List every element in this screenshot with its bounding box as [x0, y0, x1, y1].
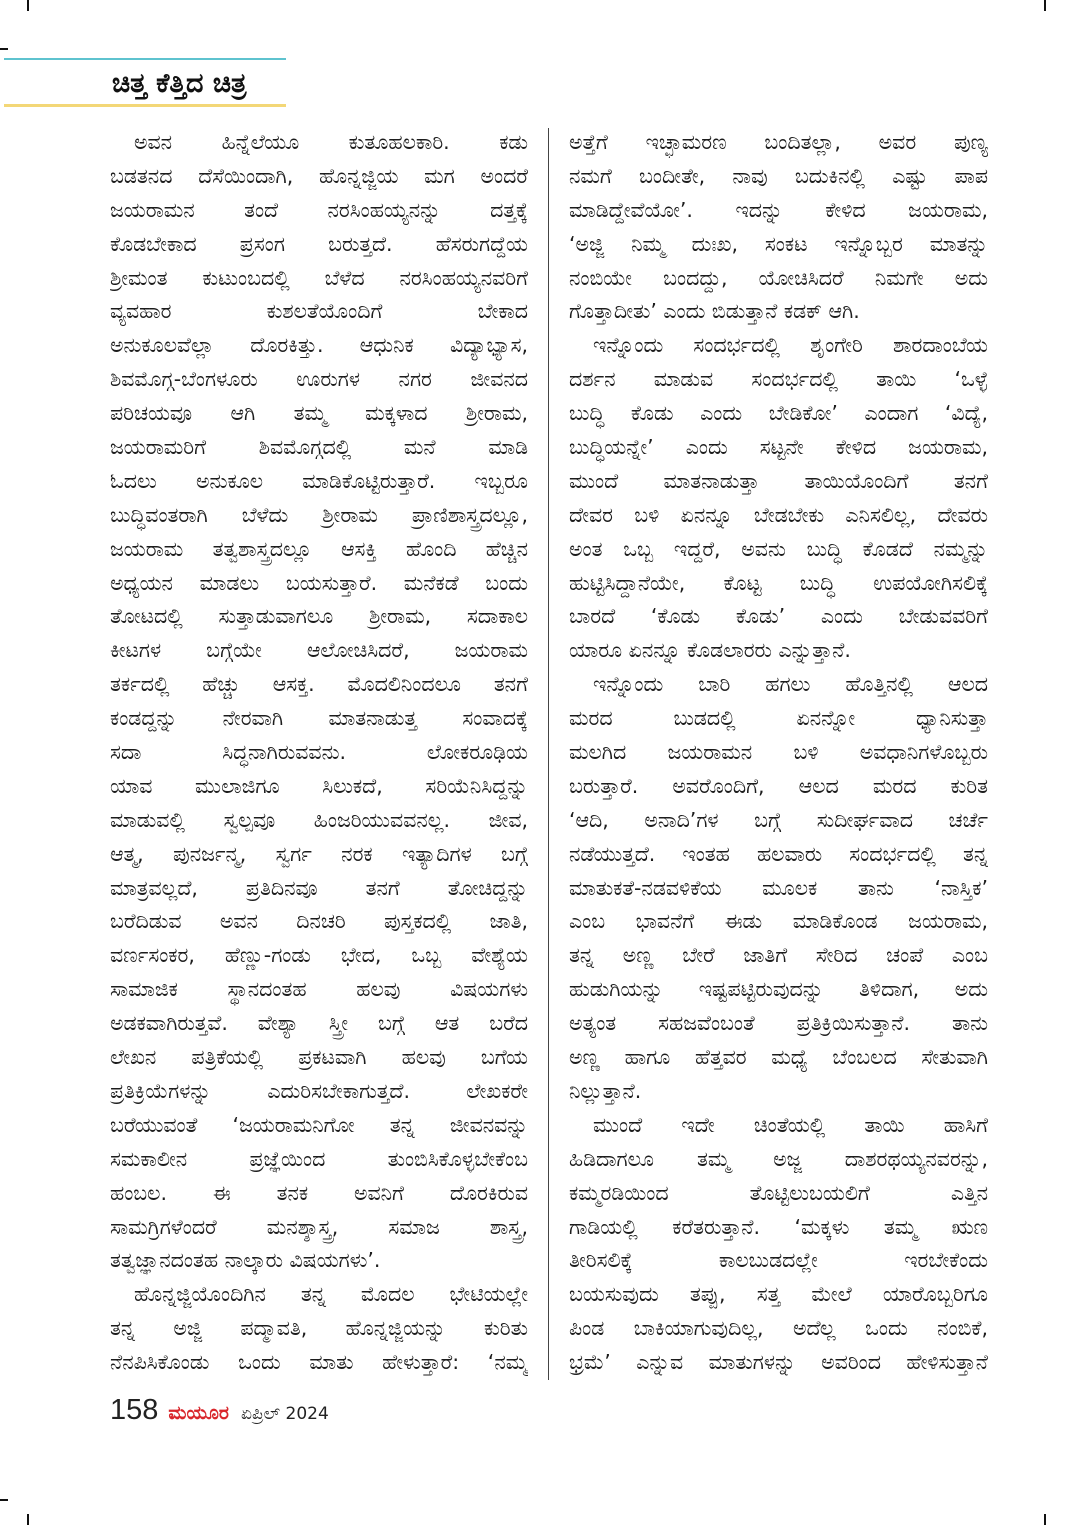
text-line: ನೆನಪಿಸಿಕೊಂಡು ಒಂದು ಮಾತು ಹೇಳುತ್ತಾರೆ: ‘ನಮ್ಮ	[110, 1350, 528, 1375]
text-line: ಬರೆದಿಡುವ ಅವನ ದಿನಚರಿ ಪುಸ್ತಕದಲ್ಲಿ ಜಾತಿ,	[110, 909, 528, 934]
text-line: ನಂಬಿಯೇ ಬಂದದ್ದು, ಯೋಚಿಸಿದರೆ ನಿಮಗೇ ಅದು	[569, 265, 988, 290]
title-top-rule	[4, 58, 286, 60]
text-line: ಭ್ರಮೆ’ ಎನ್ನುವ ಮಾತುಗಳನ್ನು ಅವರಿಂದ ಹೇಳಿಸುತ್ತಾನೆ	[569, 1350, 988, 1375]
text-line: ಯಾರೂ ಏನನ್ನೂ ಕೊಡಲಾರರು ಎನ್ನುತ್ತಾನೆ.	[569, 638, 851, 663]
text-line: ದರ್ಶನ ಮಾಡುವ ಸಂದರ್ಭದಲ್ಲಿ ತಾಯಿ ‘ಒಳ್ಳೆ	[569, 367, 988, 392]
text-line: ಬರುತ್ತಾರೆ. ಅವರೊಂದಿಗೆ, ಆಲದ ಮರದ ಕುರಿತ	[569, 773, 988, 798]
paragraph	[110, 126, 528, 1278]
paragraph	[569, 126, 988, 329]
text-line: ತರ್ಕದಲ್ಲಿ ಹೆಚ್ಚು ಆಸಕ್ತ. ಮೊದಲಿನಿಂದಲೂ ತನಗೆ	[110, 672, 528, 697]
text-line: ಹುಟ್ಟಿಸಿದ್ದಾನೆಯೇ, ಕೊಟ್ಟ ಬುದ್ಧಿ ಉಪಯೋಗಿಸಲಿಕ್ಕೆ	[569, 570, 988, 595]
text-line: ದೇವರ ಬಳಿ ಏನನ್ನೂ ಬೇಡಬೇಕು ಎನಿಸಲಿಲ್ಲ, ದೇವರು	[569, 502, 988, 527]
title-bottom-rule	[4, 104, 286, 107]
text-line: ತನ್ನ ಅಜ್ಜಿ ಪದ್ಮಾವತಿ, ಹೊನ್ನಜ್ಜಿಯನ್ನು ಕುರಿತು	[110, 1316, 528, 1341]
left-column	[110, 126, 528, 1380]
text-line: ಪರಿಚಯವೂ ಆಗಿ ತಮ್ಮ ಮಕ್ಕಳಾದ ಶ್ರೀರಾಮ,	[110, 401, 528, 426]
text-line: ಸದಾ ಸಿದ್ಧನಾಗಿರುವವನು. ಲೋಕರೂಢಿಯ	[110, 740, 528, 765]
text-line: ಸಾಮಗ್ರಿಗಳೆಂದರೆ ಮನಶ್ಶಾಸ್ತ್ರ, ಸಮಾಜ ಶಾಸ್ತ್ರ,	[110, 1214, 528, 1239]
text-line: ಅಣ್ಣ ಹಾಗೂ ಹೆತ್ತವರ ಮಧ್ಯೆ ಬೆಂಬಲದ ಸೇತುವಾಗಿ	[569, 1045, 988, 1070]
text-line: ‘ಆದಿ, ಅನಾದಿ’ಗಳ ಬಗ್ಗೆ ಸುದೀರ್ಘವಾದ ಚರ್ಚೆ	[569, 807, 988, 832]
magazine-logo: ಮಯೂರ	[168, 1402, 229, 1424]
crop-mark	[27, 1514, 29, 1525]
text-line: ಹೊನ್ನಜ್ಜಿಯೊಂದಿಗಿನ ತನ್ನ ಮೊದಲ ಭೇಟಿಯಲ್ಲೇ	[134, 1282, 528, 1307]
text-line: ನಮಗೆ ಬಂದೀತೇ, ನಾವು ಬದುಕಿನಲ್ಲಿ ಎಷ್ಟು ಪಾಪ	[569, 163, 988, 188]
text-line: ಮಲಗಿದ ಜಯರಾಮನ ಬಳಿ ಅವಧಾನಿಗಳೊಬ್ಬರು	[569, 740, 988, 765]
text-line: ಹುಡುಗಿಯನ್ನು ಇಷ್ಟಪಟ್ಟಿರುವುದನ್ನು ತಿಳಿದಾಗ, ಅದು	[569, 977, 988, 1002]
text-line: ಬಡತನದ ದೆಸೆಯಿಂದಾಗಿ, ಹೊನ್ನಜ್ಜಿಯ ಮಗ ಅಂದರೆ	[110, 163, 528, 188]
text-line: ಅಂತ ಒಬ್ಬ ಇದ್ದರೆ, ಅವನು ಬುದ್ಧಿ ಕೊಡದೆ ನಮ್ಮನ್ನು	[569, 536, 988, 561]
text-line: ಕಮ್ಮರಡಿಯಿಂದ ತೊಟ್ಟಿಲುಬಯಲಿಗೆ ಎತ್ತಿನ	[569, 1180, 988, 1205]
paragraph	[110, 1278, 528, 1380]
text-line: ಅತ್ತೆಗೆ ಇಚ್ಛಾಮರಣ ಬಂದಿತಲ್ಲಾ, ಅವರ ಪುಣ್ಯ	[569, 130, 988, 154]
text-line: ಜಯರಾಮ ತತ್ವಶಾಸ್ತ್ರದಲ್ಲೂ ಆಸಕ್ತಿ ಹೊಂದಿ ಹೆಚ್ಚಿನ	[110, 536, 528, 561]
text-line: ಜಯರಾಮರಿಗೆ ಶಿವಮೊಗ್ಗದಲ್ಲಿ ಮನೆ ಮಾಡಿ	[110, 435, 528, 460]
text-line: ಮರದ ಬುಡದಲ್ಲಿ ಏನನ್ನೋ ಧ್ಯಾನಿಸುತ್ತಾ	[569, 706, 988, 731]
text-line: ಬಯಸುವುದು ತಪ್ಪು, ಸತ್ತ ಮೇಲೆ ಯಾರೊಬ್ಬರಿಗೂ	[569, 1282, 988, 1307]
text-line: ಕೊಡಬೇಕಾದ ಪ್ರಸಂಗ ಬರುತ್ತದೆ. ಹೆಸರುಗದ್ದೆಯ	[110, 231, 528, 256]
text-line: ಮಾತುಕತೆ-ನಡವಳಿಕೆಯ ಮೂಲಕ ತಾನು ‘ನಾಸ್ತಿಕ’	[569, 875, 988, 900]
text-line: ಜಯರಾಮನ ತಂದೆ ನರಸಿಂಹಯ್ಯನನ್ನು ದತ್ತಕ್ಕೆ	[110, 197, 528, 222]
text-line: ಪಿಂಡ ಬಾಕಿಯಾಗುವುದಿಲ್ಲ, ಅದೆಲ್ಲ ಒಂದು ನಂಬಿಕೆ,	[569, 1316, 988, 1341]
text-line: ಇನ್ನೊಂದು ಸಂದರ್ಭದಲ್ಲಿ ಶೃಂಗೇರಿ ಶಾರದಾಂಬೆಯ	[593, 333, 988, 358]
text-line: ಅವನ ಹಿನ್ನೆಲೆಯೂ ಕುತೂಹಲಕಾರಿ. ಕಡು	[134, 130, 528, 154]
text-line: ಮಾಡುವಲ್ಲಿ ಸ್ವಲ್ಪವೂ ಹಿಂಜರಿಯುವವನಲ್ಲ. ಜೀವ,	[110, 807, 528, 832]
text-line: ಇನ್ನೊಂದು ಬಾರಿ ಹಗಲು ಹೊತ್ತಿನಲ್ಲಿ ಆಲದ	[593, 672, 988, 697]
text-line: ಸಮಕಾಲೀನ ಪ್ರಜ್ಞೆಯಿಂದ ತುಂಬಿಸಿಕೊಳ್ಳಬೇಕೆಂಬ	[110, 1146, 528, 1171]
text-line: ಅಧ್ಯಯನ ಮಾಡಲು ಬಯಸುತ್ತಾರೆ. ಮನೆಕಡೆ ಬಂದು	[110, 570, 528, 595]
text-line: ತೋಟದಲ್ಲಿ ಸುತ್ತಾಡುವಾಗಲೂ ಶ್ರೀರಾಮ, ಸದಾಕಾಲ	[110, 604, 528, 629]
text-line: ಹಿಡಿದಾಗಲೂ ತಮ್ಮ ಅಜ್ಜ ದಾಶರಥಯ್ಯನವರನ್ನು,	[569, 1146, 988, 1171]
paragraph	[569, 1109, 988, 1380]
issue-date: ಏಪ್ರಿಲ್ 2024	[240, 1404, 329, 1424]
text-line: ನಿಲ್ಲುತ್ತಾನೆ.	[569, 1078, 642, 1103]
text-line: ಪ್ರತಿಕ್ರಿಯೆಗಳನ್ನು ಎದುರಿಸಬೇಕಾಗುತ್ತದೆ. ಲೇಖಕರೇ	[110, 1078, 528, 1103]
page-footer	[110, 1390, 329, 1430]
text-line: ಬುದ್ಧಿವಂತರಾಗಿ ಬೆಳೆದು ಶ್ರೀರಾಮ ಪ್ರಾಣಿಶಾಸ್ತ್ರದಲ್ಲೂ,	[110, 502, 528, 527]
text-line: ಬರೆಯುವಂತೆ ‘ಜಯರಾಮನಿಗೋ ತನ್ನ ಜೀವನವನ್ನು	[110, 1112, 528, 1137]
text-line: ಲೇಖನ ಪತ್ರಿಕೆಯಲ್ಲಿ ಪ್ರಕಟವಾಗಿ ಹಲವು ಬಗೆಯ	[110, 1045, 528, 1070]
text-line: ತತ್ವಜ್ಞಾನದಂತಹ ನಾಲ್ಕಾರು ವಿಷಯಗಳು’.	[110, 1248, 381, 1273]
paragraph	[569, 668, 988, 1109]
text-line: ಕಂಡದ್ದನ್ನು ನೇರವಾಗಿ ಮಾತನಾಡುತ್ತ ಸಂವಾದಕ್ಕೆ	[110, 706, 528, 731]
text-line: ಓದಲು ಅನುಕೂಲ ಮಾಡಿಕೊಟ್ಟಿರುತ್ತಾರೆ. ಇಬ್ಬರೂ	[110, 468, 528, 493]
section-title: ಚಿತ್ತ ಕೆತ್ತಿದ ಚಿತ್ರ	[112, 68, 247, 99]
text-line: ಬುದ್ಧಿಯನ್ನೇ’ ಎಂದು ಸಟ್ಟನೇ ಕೇಳಿದ ಜಯರಾಮ,	[569, 435, 988, 460]
text-line: ಶ್ರೀಮಂತ ಕುಟುಂಬದಲ್ಲಿ ಬೆಳೆದ ನರಸಿಂಹಯ್ಯನವರಿಗೆ	[110, 265, 528, 290]
page-number: 158	[110, 1394, 159, 1426]
text-line: ಎಂಬ ಭಾವನೆಗೆ ಈಡು ಮಾಡಿಕೊಂಡ ಜಯರಾಮ,	[569, 909, 988, 934]
text-line: ನಡೆಯುತ್ತದೆ. ಇಂತಹ ಹಲವಾರು ಸಂದರ್ಭದಲ್ಲಿ ತನ್ನ	[569, 841, 988, 866]
text-line: ಹಂಬಲ. ಈ ತನಕ ಅವನಿಗೆ ದೊರಕಿರುವ	[110, 1180, 528, 1205]
text-line: ಅನುಕೂಲವೆಲ್ಲಾ ದೊರಕಿತ್ತು. ಆಧುನಿಕ ವಿದ್ಯಾಭ್ಯಾಸ,	[110, 333, 528, 358]
crop-mark	[0, 1499, 8, 1501]
right-column	[569, 126, 988, 1380]
text-line: ‘ಅಜ್ಜಿ ನಿಮ್ಮ ದುಃಖ, ಸಂಕಟ ಇನ್ನೊಬ್ಬರ ಮಾತನ್ನು	[569, 231, 988, 256]
text-line: ಯಾವ ಮುಲಾಜಿಗೂ ಸಿಲುಕದೆ, ಸರಿಯೆನಿಸಿದ್ದನ್ನು	[110, 773, 528, 798]
text-line: ತೀರಿಸಲಿಕ್ಕೆ ಕಾಲಬುಡದಲ್ಲೇ ಇರಬೇಕೆಂದು	[569, 1248, 988, 1273]
text-line: ತನ್ನ ಅಣ್ಣ ಬೇರೆ ಜಾತಿಗೆ ಸೇರಿದ ಚಂಪೆ ಎಂಬ	[569, 943, 988, 968]
text-line: ಮುಂದೆ ಇದೇ ಚಿಂತೆಯಲ್ಲಿ ತಾಯಿ ಹಾಸಿಗೆ	[593, 1112, 988, 1137]
crop-mark	[1044, 1514, 1046, 1525]
text-line: ಆತ್ಮ, ಪುನರ್ಜನ್ಮ, ಸ್ವರ್ಗ ನರಕ ಇತ್ಯಾದಿಗಳ ಬಗ್ಗೆ	[110, 841, 528, 866]
text-line: ವರ್ಣಸಂಕರ, ಹೆಣ್ಣು-ಗಂಡು ಭೇದ, ಒಬ್ಬ ವೇಶ್ಯೆಯ	[110, 943, 528, 968]
text-line: ಅತ್ಯಂತ ಸಹಜವೆಂಬಂತೆ ಪ್ರತಿಕ್ರಿಯಿಸುತ್ತಾನೆ. ತಾನು	[569, 1011, 988, 1036]
crop-mark	[27, 0, 29, 11]
text-line: ಮಾಡಿದ್ದೇವೆಯೋ’. ಇದನ್ನು ಕೇಳಿದ ಜಯರಾಮ,	[569, 197, 988, 222]
crop-mark	[0, 48, 8, 50]
text-line: ಬಾರದೆ ‘ಕೊಡು ಕೊಡು’ ಎಂದು ಬೇಡುವವರಿಗೆ	[569, 604, 988, 629]
text-line: ಮಾತ್ರವಲ್ಲದೆ, ಪ್ರತಿದಿನವೂ ತನಗೆ ತೋಚಿದ್ದನ್ನು	[110, 875, 528, 900]
column-divider	[548, 128, 549, 1380]
text-line: ಅಡಕವಾಗಿರುತ್ತವೆ. ವೇಶ್ಯಾ ಸ್ತ್ರೀ ಬಗ್ಗೆ ಆತ ಬರೆದ	[110, 1011, 528, 1036]
section-header	[4, 58, 286, 108]
text-line: ಗೊತ್ತಾದೀತು’ ಎಂದು ಬಿಡುತ್ತಾನೆ ಕಡಕ್ ಆಗಿ.	[569, 299, 860, 324]
crop-mark	[1044, 0, 1046, 11]
text-line: ಬುದ್ಧಿ ಕೊಡು ಎಂದು ಬೇಡಿಕೋ’ ಎಂದಾಗ ‘ವಿದ್ಯೆ,	[569, 401, 988, 426]
text-line: ಸಾಮಾಜಿಕ ಸ್ಥಾನದಂತಹ ಹಲವು ವಿಷಯಗಳು	[110, 977, 528, 1002]
text-line: ಕೀಟಗಳ ಬಗ್ಗೆಯೇ ಆಲೋಚಿಸಿದರೆ, ಜಯರಾಮ	[110, 638, 528, 663]
text-line: ಶಿವಮೊಗ್ಗ-ಬೆಂಗಳೂರು ಊರುಗಳ ನಗರ ಜೀವನದ	[110, 367, 528, 392]
text-line: ಗಾಡಿಯಲ್ಲಿ ಕರೆತರುತ್ತಾನೆ. ‘ಮಕ್ಕಳು ತಮ್ಮ ಋಣ	[569, 1214, 988, 1239]
text-line: ವ್ಯವಹಾರ ಕುಶಲತೆಯೊಂದಿಗೆ ಬೇಕಾದ	[110, 299, 528, 324]
text-line: ಮುಂದೆ ಮಾತನಾಡುತ್ತಾ ತಾಯಿಯೊಂದಿಗೆ ತನಗೆ	[569, 468, 988, 493]
paragraph	[569, 329, 988, 668]
